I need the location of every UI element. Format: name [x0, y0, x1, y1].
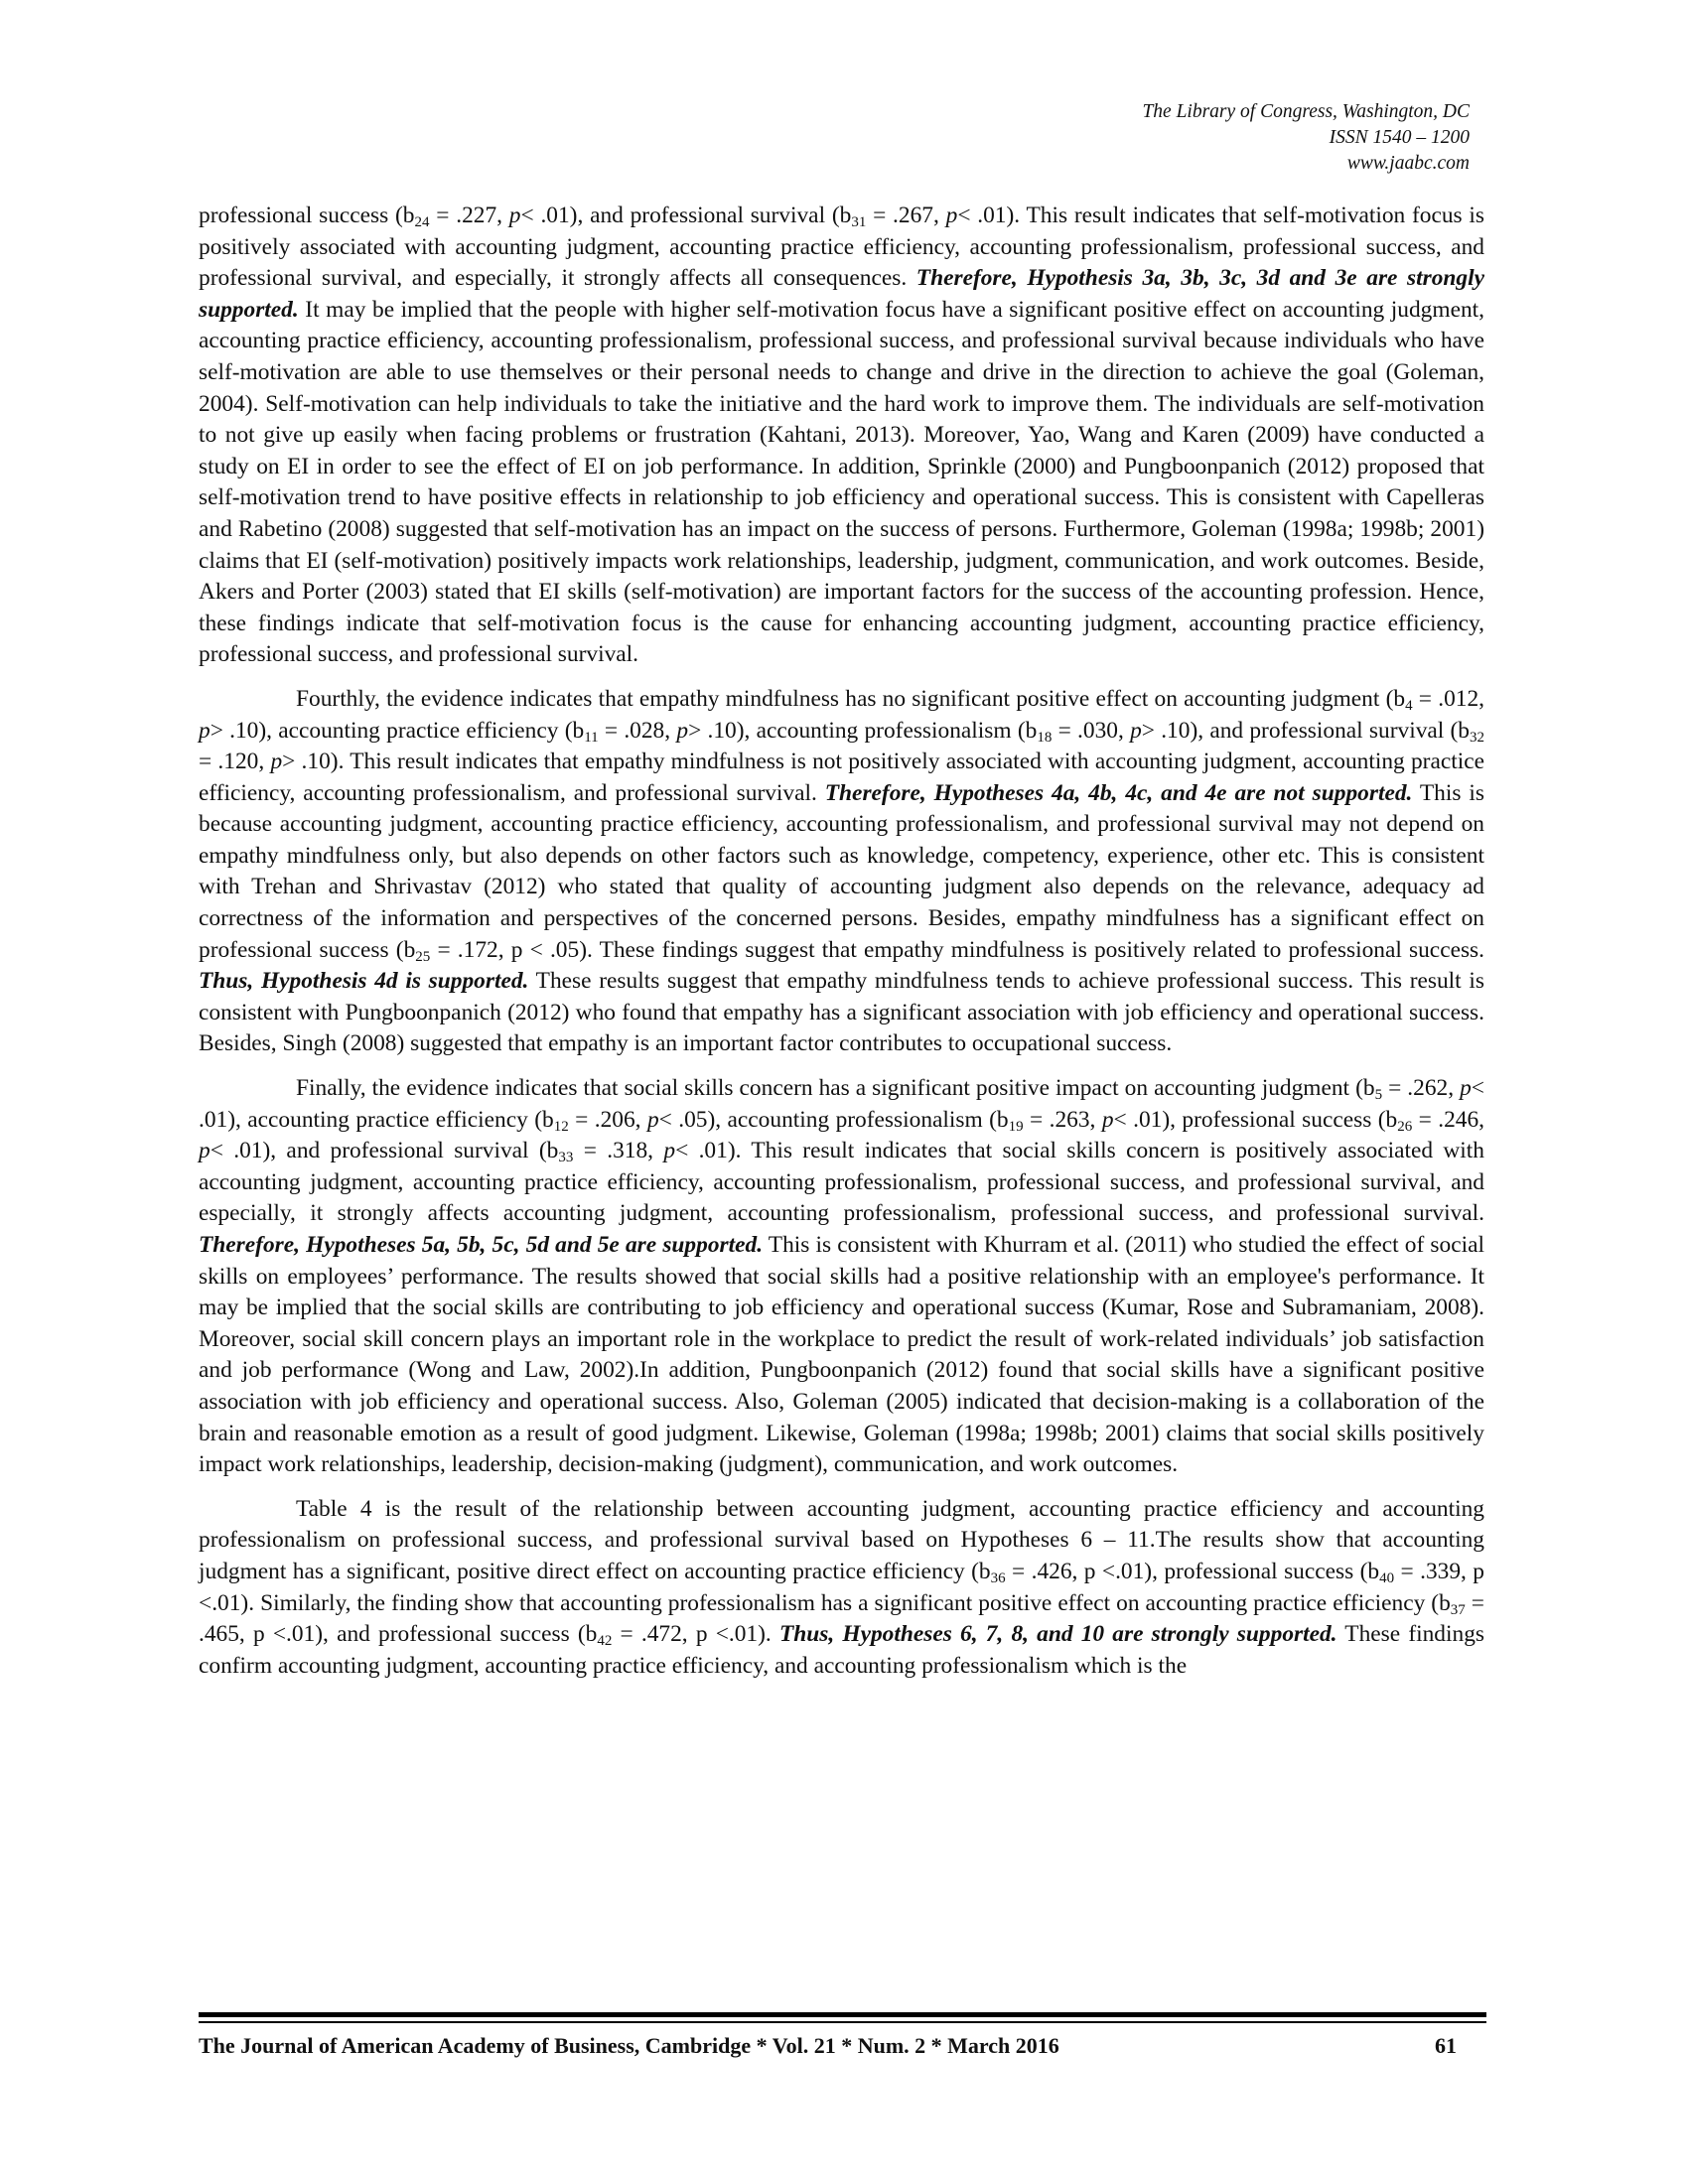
subscript: 37	[1450, 1601, 1466, 1618]
paragraph-empathy	[199, 684, 1484, 1060]
text-run: < .01). This result indicates that self-motivation focus is positively associated with accounting judgment, accounting practice efficiency, accounting professionalism, professional success, and professional survival, and especially, it strongly affects all consequences.	[199, 203, 1485, 292]
text-run: > .10), accounting professionalism (b	[688, 717, 1038, 744]
subscript: 25	[415, 948, 431, 965]
text-run: < .05), accounting professionalism (b	[658, 1106, 1009, 1133]
text-run: = .246,	[1412, 1106, 1485, 1133]
text-run: < .01), professional success (b	[1113, 1106, 1398, 1133]
subscript: 33	[558, 1150, 574, 1166]
footer-journal-citation: The Journal of American Academy of Business, Cambridge * Vol. 21 * Num. 2 * March 2016	[199, 2033, 1059, 2058]
p-symbol: p	[646, 1106, 659, 1133]
subscript: 26	[1397, 1118, 1413, 1135]
p-symbol: p	[663, 1138, 676, 1164]
text-run: = .262,	[1382, 1075, 1461, 1102]
p-symbol: p	[676, 717, 689, 744]
text-run: These results suggest that empathy mindfulness tends to achieve professional success. This result is consistent with Pungboonpanich (2012) who found that empathy has a significant association with job efficiency and operational success. Besides, Singh (2008) suggested that empathy is an important factor contributes to occupational success.	[199, 968, 1484, 1057]
text-run: This is consistent with Khurram et al. (2011) who studied the effect of social skills on employees’ performance. The results showed that social skills had a positive relationship with an employee's performance. It may be implied that the social skills are contributing to job efficiency and operational success (Kumar, Rose and Subramaniam, 2008). Moreover, social skill concern plays an important role in the workplace to predict the result of work-related individuals’ job satisfaction and job performance (Wong and Law, 2002).In addition, Pungboonpanich (2012) found that social skills have a significant positive association with job efficiency and operational success. Also, Goleman (2005) indicated that decision-making is a collaboration of the brain and reasonable emotion as a result of good judgment. Likewise, Goleman (1998a; 1998b; 2001) claims that social skills positively impact work relationships, leadership, decision-making (judgment), communication, and work outcomes.	[199, 1232, 1484, 1478]
subscript: 36	[990, 1570, 1006, 1586]
text-run: = .472, p <.01).	[612, 1621, 779, 1648]
text-run: = .028,	[598, 717, 677, 744]
paragraph-social-skills	[199, 1073, 1484, 1481]
footer-rule-thick	[199, 2012, 1486, 2017]
text-run: = .120,	[199, 749, 271, 775]
hypothesis-statement: Thus, Hypothesis 4d is supported.	[199, 968, 529, 995]
subscript: 4	[1405, 697, 1413, 714]
text-run: = .318,	[573, 1138, 664, 1164]
text-run: > .10), accounting practice efficiency (b	[210, 717, 585, 744]
hypothesis-statement: Therefore, Hypothesis 3a, 3b, 3c, 3d and 3e are strongly supported.	[199, 265, 1484, 323]
subscript: 24	[414, 214, 430, 230]
text-run: > .10), and professional survival (b	[1141, 717, 1470, 744]
paragraph-table4	[199, 1494, 1484, 1683]
subscript: 32	[1470, 729, 1484, 746]
text-run: professional success (b	[199, 203, 415, 228]
running-header	[1142, 99, 1470, 177]
text-run: = .172, p < .05). These findings suggest that empathy mindfulness is positively related to professional success.	[430, 936, 1485, 963]
subscript: 31	[851, 214, 867, 230]
p-symbol: p	[945, 203, 958, 228]
text-run: = .227,	[429, 203, 509, 228]
text-run: = .263,	[1023, 1106, 1102, 1133]
subscript: 11	[584, 729, 599, 746]
text-run: < .01), and professional survival (b	[520, 203, 852, 228]
subscript: 5	[1374, 1087, 1383, 1104]
footer-rule-thin	[199, 2021, 1486, 2023]
text-run: Fourthly, the evidence indicates that empathy mindfulness has no significant positive effect on accounting judgment (b	[296, 685, 1406, 712]
text-run: These findings confirm accounting judgment, accounting practice efficiency, and accounting professionalism which is the	[199, 1621, 1484, 1679]
p-symbol: p	[508, 203, 521, 228]
text-run: < .01), and professional survival (b	[210, 1138, 559, 1164]
hypothesis-statement: Therefore, Hypotheses 5a, 5b, 5c, 5d and 5e are supported.	[199, 1232, 764, 1258]
text-run: Table 4 is the result of the relationship between accounting judgment, accounting practice efficiency and accounting professionalism on professional success, and professional survival based on Hypotheses 6 – 11.The results show that accounting judgment has a significant, positive direct effect on accounting practice efficiency (b	[199, 1495, 1484, 1584]
text-run: = .267,	[866, 203, 946, 228]
p-symbol: p	[1460, 1075, 1472, 1102]
body-text	[199, 201, 1484, 1695]
subscript: 18	[1037, 729, 1053, 746]
text-run: = .030,	[1052, 717, 1131, 744]
subscript: 19	[1008, 1118, 1024, 1135]
header-issn: ISSN 1540 – 1200	[1329, 127, 1470, 148]
page-number: 61	[1435, 2033, 1457, 2058]
text-run: = .426, p <.01), professional success (b	[1005, 1558, 1380, 1584]
hypothesis-statement: Thus, Hypotheses 6, 7, 8, and 10 are strongly supported.	[778, 1621, 1337, 1648]
text-run: < .01). This result indicates that social skills concern is positively associated with accounting judgment, accounting practice efficiency, accounting professionalism, professional success, and professional survival, and especially, it strongly affects accounting judgment, accounting professionalism, professional success, and professional survival.	[199, 1138, 1484, 1227]
p-symbol: p	[199, 1138, 211, 1164]
text-run: It may be implied that the people with higher self-motivation focus have a significant positive effect on accounting judgment, accounting practice efficiency, accounting professionalism, professional success, and professional survival because individuals who have self-motivation are able to use themselves or their personal needs to change and drive in the direction to achieve the goal (Goleman, 2004). Self-motivation can help individuals to take the initiative and the hard work to improve them. The individuals are self-motivation to not give up easily when facing problems or frustration (Kahtani, 2013). Moreover, Yao, Wang and Karen (2009) have conducted a study on EI in order to see the effect of EI on job performance. In addition, Sprinkle (2000) and Pungboonpanich (2012) proposed that self-motivation trend to have positive effects in relationship to job efficiency and operational success. This is consistent with Capelleras and Rabetino (2008) suggested that self-motivation has an impact on the success of persons. Furthermore, Goleman (1998a; 1998b; 2001) claims that EI (self-motivation) positively impacts work relationships, leadership, judgment, communication, and work outcomes. Beside, Akers and Porter (2003) stated that EI skills (self-motivation) are important factors for the success of the accounting profession. Hence, these findings indicate that self-motivation focus is the cause for enhancing accounting judgment, accounting practice efficiency, professional success, and professional survival.	[199, 296, 1484, 668]
text-run: = .206,	[568, 1106, 647, 1133]
header-library: The Library of Congress, Washington, DC	[1142, 101, 1470, 122]
subscript: 42	[597, 1633, 613, 1650]
text-run: = .012,	[1412, 685, 1484, 712]
text-run: Finally, the evidence indicates that social skills concern has a significant positive impact on accounting judgment (b	[296, 1075, 1375, 1102]
hypothesis-statement: Therefore, Hypotheses 4a, 4b, 4c, and 4e are not supported.	[824, 779, 1413, 806]
paragraph-self-motivation	[199, 201, 1484, 671]
text-run: This is because accounting judgment, accounting practice efficiency, accounting professionalism, and professional survival may not depend on empathy mindfulness only, but also depends on other factors such as knowledge, competency, experience, other etc. This is consistent with Trehan and Shrivastav (2012) who stated that quality of accounting judgment also depends on the relevance, adequacy ad correctness of the information and perspectives of the concerned persons. Besides, empathy mindfulness has a significant effect on professional success (b	[199, 779, 1484, 963]
subscript: 12	[553, 1118, 569, 1135]
p-symbol: p	[1130, 717, 1142, 744]
text-run: = .339, p <.01). Similarly, the finding show that accounting professionalism has a significant positive effect on accounting practice efficiency (b	[199, 1558, 1484, 1616]
text-run: < .01), accounting practice efficiency (b	[199, 1075, 1484, 1133]
p-symbol: p	[199, 717, 211, 744]
header-website: www.jaabc.com	[1346, 153, 1470, 174]
p-symbol: p	[270, 749, 283, 775]
subscript: 40	[1379, 1570, 1395, 1586]
text-run: > .10). This result indicates that empathy mindfulness is not positively associated with accounting judgment, accounting practice efficiency, accounting professionalism, and professional survival.	[199, 749, 1484, 806]
text-run: = .465, p <.01), and professional success (b	[199, 1589, 1484, 1648]
p-symbol: p	[1101, 1106, 1114, 1133]
